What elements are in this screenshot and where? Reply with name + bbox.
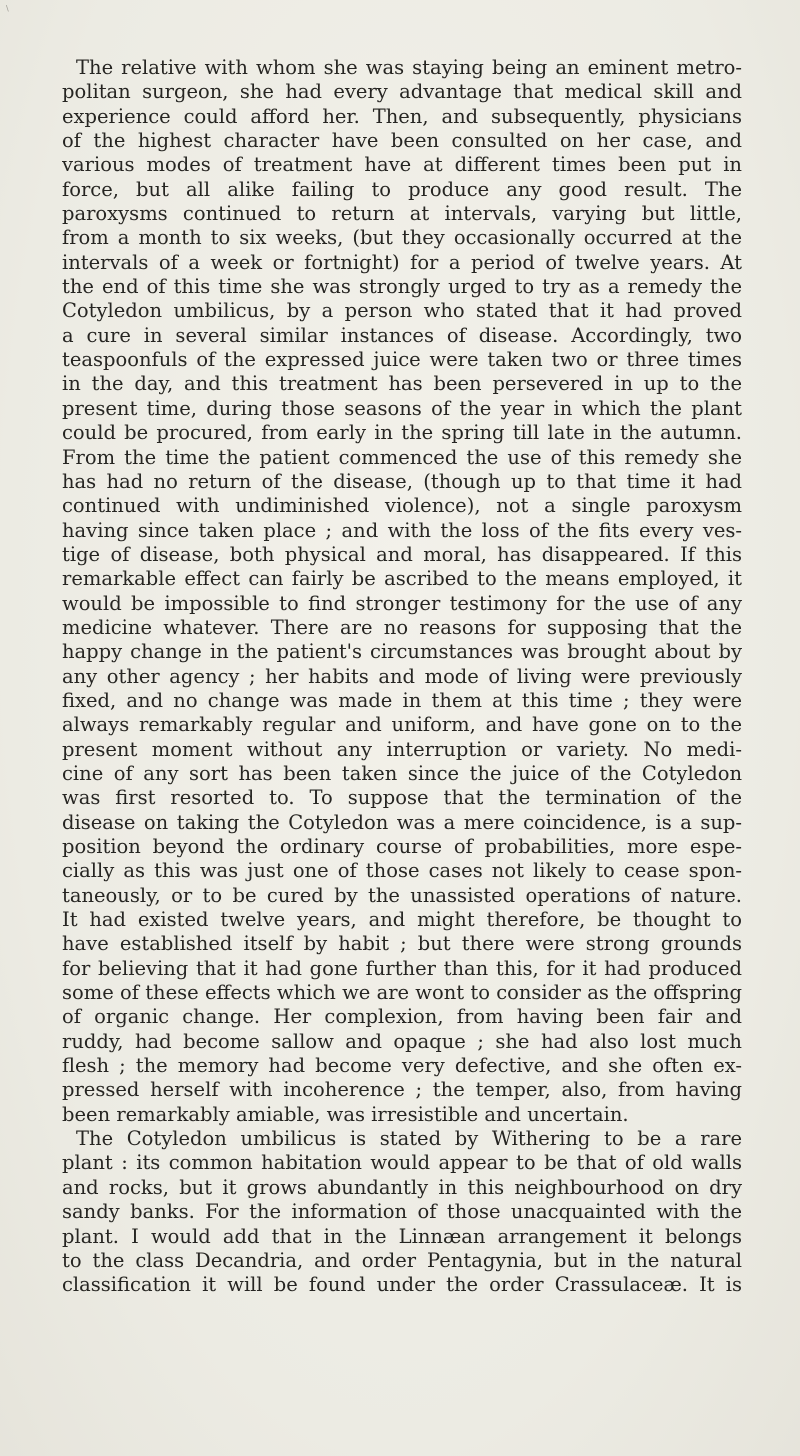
paragraph	[62, 56, 742, 1127]
text-line: sandy banks. For the information of those unacquainted with the	[62, 1200, 742, 1224]
text-line: flesh ; the memory had become very defective, and she often ex-	[62, 1054, 742, 1078]
text-line: for believing that it had gone further than this, for it had produced	[62, 956, 742, 980]
text-line: Cotyledon umbilicus, by a person who stated that it had proved	[62, 299, 742, 323]
text-line: force, but all alike failing to produce any good result. The	[62, 177, 742, 201]
page-corner-mark: \	[6, 4, 9, 13]
text-line: cine of any sort has been taken since the juice of the Cotyledon	[62, 761, 742, 785]
text-line: various modes of treatment have at different times been put in	[62, 153, 742, 177]
text-line: from a month to six weeks, (but they occasionally occurred at the	[62, 226, 742, 250]
text-line: in the day, and this treatment has been persevered in up to the	[62, 372, 742, 396]
text-line: having since taken place ; and with the loss of the fits every ves-	[62, 518, 742, 542]
text-line: any other agency ; her habits and mode of living were previously	[62, 664, 742, 688]
text-line: pressed herself with incoherence ; the temper, also, from having	[62, 1078, 742, 1102]
text-line: been remarkably amiable, was irresistible and uncertain.	[62, 1102, 629, 1126]
text-line: experience could afford her. Then, and subsequently, physicians	[62, 104, 742, 128]
text-line: present moment without any interruption or variety. No medi-	[62, 737, 742, 761]
text-line: of the highest character have been consulted on her case, and	[62, 129, 742, 153]
text-line: some of these effects which we are wont to consider as the offspring	[62, 981, 742, 1005]
text-line: cially as this was just one of those cases not likely to cease spon-	[62, 859, 742, 883]
text-line: classification it will be found under the order Crassulaceæ. It is	[62, 1273, 742, 1297]
text-line: happy change in the patient's circumstances was brought about by	[62, 640, 742, 664]
text-line: a cure in several similar instances of disease. Accordingly, two	[62, 323, 742, 347]
body-text	[62, 56, 742, 1298]
text-line: position beyond the ordinary course of probabilities, more espe-	[62, 835, 742, 858]
text-line: the end of this time she was strongly urged to try as a remedy the	[62, 275, 742, 299]
text-line: to the class Decandria, and order Pentagynia, but in the natural	[62, 1248, 742, 1272]
text-line: tige of disease, both physical and moral, has disappeared. If this	[62, 542, 742, 566]
text-line: disease on taking the Cotyledon was a mere coincidence, is a sup-	[62, 810, 742, 834]
text-line: could be procured, from early in the spring till late in the autumn.	[62, 421, 742, 445]
text-line: It had existed twelve years, and might therefore, be thought to	[62, 908, 742, 932]
text-line: ruddy, had become sallow and opaque ; she had also lost much	[62, 1029, 742, 1053]
text-line: always remarkably regular and uniform, and have gone on to the	[62, 713, 742, 737]
text-line: From the time the patient commenced the use of this remedy she	[62, 445, 742, 469]
text-line: medicine whatever. There are no reasons for supposing that the	[62, 615, 742, 639]
text-line: The Cotyledon umbilicus is stated by Withering to be a rare	[76, 1127, 742, 1151]
text-line: taneously, or to be cured by the unassisted operations of nature.	[62, 883, 742, 907]
text-line: The relative with whom she was staying being an eminent metro-	[76, 56, 742, 79]
text-line: have established itself by habit ; but there were strong grounds	[62, 932, 742, 956]
text-line: and rocks, but it grows abundantly in this neighbourhood on dry	[62, 1175, 742, 1199]
text-line: present time, during those seasons of the year in which the plant	[62, 396, 742, 420]
text-line: continued with undiminished violence), not a single paroxysm	[62, 494, 742, 518]
text-line: intervals of a week or fortnight) for a period of twelve years. At	[62, 250, 742, 274]
text-line: of organic change. Her complexion, from having been fair and	[62, 1005, 742, 1029]
text-line: politan surgeon, she had every advantage that medical skill and	[62, 80, 742, 104]
paragraph	[62, 1127, 742, 1297]
text-line: teaspoonfuls of the expressed juice were taken two or three times	[62, 348, 742, 372]
text-line: fixed, and no change was made in them at this time ; they were	[62, 688, 742, 712]
text-line: plant : its common habitation would appear to be that of old walls	[62, 1151, 742, 1175]
text-line: would be impossible to find stronger testimony for the use of any	[62, 591, 742, 615]
text-line: has had no return of the disease, (though up to that time it had	[62, 469, 742, 493]
text-line: was first resorted to. To suppose that the termination of the	[62, 786, 742, 810]
text-line: remarkable effect can fairly be ascribed to the means employed, it	[62, 567, 742, 591]
text-line: plant. I would add that in the Linnæan arrangement it belongs	[62, 1224, 742, 1248]
text-line: paroxysms continued to return at intervals, varying but little,	[62, 202, 742, 226]
